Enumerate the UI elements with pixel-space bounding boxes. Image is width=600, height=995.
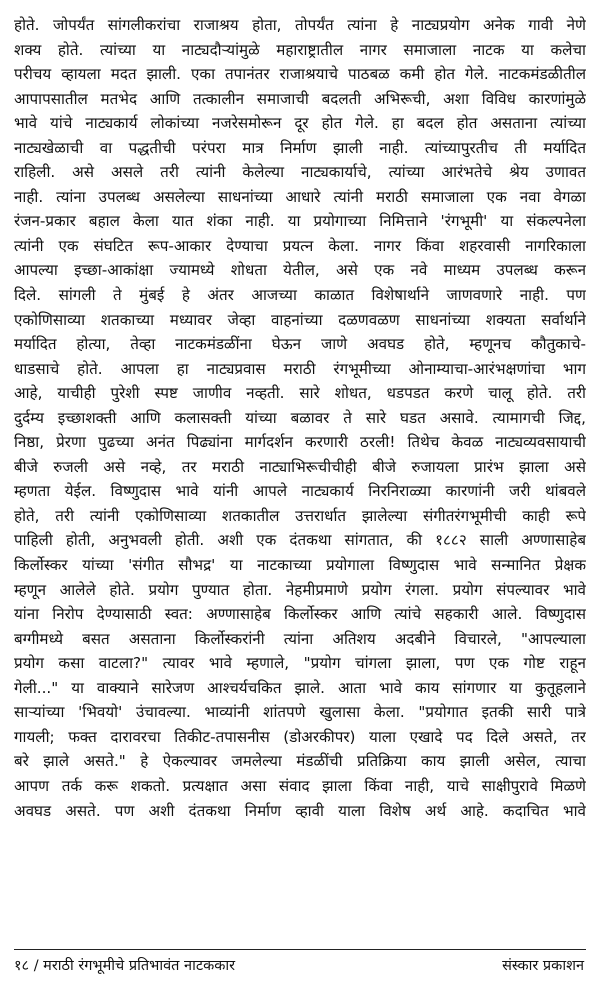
text-line: बग्गीमध्ये बसत असताना किर्लोस्करांनी त्यांना अतिशय अदबीने विचारले, "आपल्याला (14, 629, 586, 648)
text-line: भावे यांचे नाट्यकार्य लोकांच्या नजरेसमोरून दूर होत गेले. हा बदल होत असताना त्यांच्या (14, 114, 586, 133)
text-line: यांना निरोप देण्यासाठी स्वत: अण्णासाहेब किर्लोस्कर आणि त्यांचे सहकारी आले. विष्णुदास (14, 605, 586, 624)
text-line: नाट्यखेळाची वा पद्धतीची परंपरा मात्र निर्माण झाली नाही. त्यांच्यापुरतीच ती मर्यादित (14, 138, 586, 157)
text-line: दिले. सांगली ते मुंबई हे अंतर आजच्या काळात विशेषार्थाने जाणवणारे नाही. पण (14, 286, 586, 305)
text-line: आपापसातील मतभेद आणि तत्कालीन समाजाची बदलती अभिरूची, अशा विविध कारणांमुळे (14, 89, 586, 108)
text-line: गेली..." या वाक्याने सारेजण आश्चर्यचकित झाले. आता भावे काय सांगणार या कुतूहलाने (14, 678, 586, 697)
text-line: बरे झाले असते." हे ऐकल्यावर जमलेल्या मंडळींची प्रतिक्रिया काय झाली असेल, त्याचा (14, 752, 586, 771)
text-line: दुर्दम्य इच्छाशक्ती आणि कलासक्ती यांच्या बळावर ते सारे घडत असावे. त्यामागची जिद्द, (14, 408, 586, 427)
text-line: एकोणिसाव्या शतकाच्या मध्यावर जेव्हा वाहनांच्या दळणवळण साधनांच्या शक्यता सर्वार्थाने (14, 310, 586, 329)
text-line: नाही. त्यांना उपलब्ध असलेल्या साधनांच्या आधारे त्यांनी मराठी समाजाला एक नवा वेगळा (14, 187, 586, 206)
text-line: राहिली. असे असले तरी त्यांनी केलेल्या नाट्यकार्याचे, त्यांच्या आरंभतेचे श्रेय उणावत (14, 163, 586, 182)
text-line: पाहिली होती, अनुभवली होती. अशी एक दंतकथा सांगतात, की १८८२ साली अण्णासाहेब (14, 531, 586, 550)
text-line: आहे, याचीही पुरेशी स्पष्ट जाणीव नव्हती. सारे शोधत, धडपडत करणे चालू होते. तरी (14, 384, 586, 403)
text-line: म्हणता येईल. विष्णुदास भावे यांनी आपले नाट्यकार्य निरनिराळ्या कारणांनी जरी थांबवले (14, 482, 586, 501)
footer-page-title: १८ / मराठी रंगभूमीचे प्रतिभावंत नाटककार (14, 958, 236, 974)
text-line: गायली; फक्त दारावरचा तिकीट-तपासनीस (डोअरकीपर) याला एखादे पद दिले असते, तर (14, 727, 586, 746)
text-line: रंजन-प्रकार बहाल केला यात शंका नाही. या प्रयोगाच्या निमित्ताने 'रंगभूमी' या संकल्पनेला (14, 212, 586, 231)
footer-rule (14, 949, 586, 950)
text-line: प्रयोग कसा वाटला?" त्यावर भावे म्हणाले, "प्रयोग चांगला झाला, पण एक गोष्ट राहून (14, 654, 586, 673)
text-line: निष्ठा, प्रेरणा पुढच्या अनंत पिढ्यांना मार्गदर्शन करणारी ठरली! तिथेच केवळ नाट्यव्यवसायाची (14, 433, 586, 452)
text-line: बीजे रुजली असे नव्हे, तर मराठी नाट्याभिरूचीचीही बीजे रुजायला प्रारंभ झाला असे (14, 457, 586, 476)
text-line: अवघड असते. पण अशी दंतकथा निर्माण व्हावी याला विशेष अर्थ आहे. कदाचित भावे (14, 801, 586, 820)
text-line: साऱ्यांच्या 'भिवयो' उंचावल्या. भाव्यांनी शांतपणे खुलासा केला. "प्रयोगात इतकी सारी पात्रे (14, 703, 586, 722)
text-line: आपण तर्क करू शकतो. प्रत्यक्षात असा संवाद झाला किंवा नाही, याचे साक्षीपुरावे मिळणे (14, 776, 586, 795)
text-line: धाडसाचे होते. आपला हा नाट्यप्रवास मराठी रंगभूमीच्या ओनाम्याचा-आरंभक्षणांचा भाग (14, 359, 586, 378)
page-footer (14, 955, 586, 981)
text-line: त्यांनी एक संघटित रूप-आकार देण्याचा प्रयत्न केला. नागर किंवा शहरवासी नागरिकाला (14, 236, 586, 255)
text-line: म्हणून आलेले होते. प्रयोग पुण्यात होता. नेहमीप्रमाणे प्रयोग रंगला. प्रयोग संपल्यावर भावे (14, 580, 586, 599)
text-line: होते, तरी त्यांनी एकोणिसाव्या शतकातील उत्तरार्धात झालेल्या संगीतरंगभूमीची काही रूपे (14, 506, 586, 525)
text-line: होते. जोपर्यंत सांगलीकरांचा राजाश्रय होता, तोपर्यंत त्यांना हे नाट्यप्रयोग अनेक गावी नेणे (14, 16, 586, 34)
text-line: किर्लोस्कर यांच्या 'संगीत सौभद्र' या नाटकाच्या प्रयोगाला विष्णुदास भावे सन्मानित प्रेक्षक (14, 556, 586, 575)
text-line: शक्य होते. त्यांच्या या नाट्यदौऱ्यांमुळे महाराष्ट्रातील नागर समाजाला नाटक या कलेचा (14, 40, 586, 59)
footer-publisher: संस्कार प्रकाशन (502, 958, 584, 974)
text-line: परीचय व्हायला मदत झाली. एका तपानंतर राजाश्रयाचे पाठबळ कमी होत गेले. नाटकमंडळीतील (14, 65, 586, 84)
text-line: मर्यादित होत्या, तेव्हा नाटकमंडळींना घेऊन जाणे अवघड होते, म्हणूनच कौतुकाचे- (14, 335, 586, 354)
body-text (14, 13, 586, 823)
text-line: आपल्या इच्छा-आकांक्षा ज्यामध्ये शोधता येतील, असे एक नवे माध्यम उपलब्ध करून (14, 261, 586, 280)
